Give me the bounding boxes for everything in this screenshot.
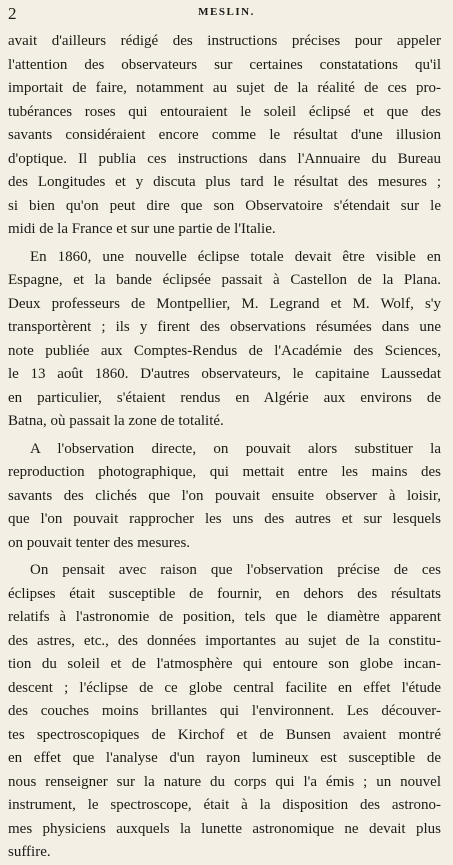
text-line: tubérances roses qui entouraient le soleil éclipsé et que des <box>8 103 441 120</box>
text-line: savants des clichés que l'on pouvait ensuite observer à loisir, <box>8 487 441 504</box>
text-line: en effet que l'analyse d'un rayon lumineux est susceptible de <box>8 750 441 766</box>
body-text <box>8 30 441 865</box>
text-line: En 1860, une nouvelle éclipse totale devait être visible en <box>30 248 441 265</box>
text-line: l'attention des observateurs sur certaines constatations qu'il <box>8 56 441 73</box>
text-line: que l'on pouvait rapprocher les uns des autres et sur lesquels <box>8 511 441 527</box>
text-line: tion du soleil et de l'atmosphère qui entoure son globe incan- <box>8 656 441 672</box>
text-line: instrument, le spectroscope, était à la disposition des astrono- <box>8 797 441 813</box>
text-line: d'optique. Il publia ces instructions dans l'Annuaire du Bureau <box>8 150 441 167</box>
text-line: reproduction photographique, qui mettait entre les mains des <box>8 464 441 480</box>
paragraph <box>8 246 441 434</box>
text-line: transportèrent ; ils y firent des observations résumées dans une <box>8 319 441 335</box>
page-number: 2 <box>8 4 17 23</box>
text-line: en particulier, s'étaient rendus en Algérie aux environs de <box>8 389 441 406</box>
text-line: le 13 août 1860. D'autres observateurs, le capitaine Laussedat <box>8 366 441 382</box>
running-head: MESLIN. <box>198 6 255 18</box>
text-line: savants considéraient encore comme le résultat d'une illusion <box>8 127 441 143</box>
text-line: si bien qu'on peut dire que son Observatoire s'étendait sur le <box>8 197 441 214</box>
text-line: importait de faire, notamment au sujet de la réalité de ces pro- <box>8 80 441 96</box>
text-line: mes physiciens auxquels la lunette astronomique ne devait plus <box>8 820 441 837</box>
text-line: on pouvait tenter des mesures. <box>8 534 191 551</box>
text-line: avait d'ailleurs rédigé des instructions précises pour appeler <box>8 33 441 49</box>
text-line: note publiée aux Comptes-Rendus de l'Académie des Sciences, <box>8 342 441 359</box>
text-line: des astres, etc., des données importantes au sujet de la constitu- <box>8 632 441 649</box>
text-line: A l'observation directe, on pouvait alors substituer la <box>30 440 441 457</box>
paragraph <box>8 559 441 865</box>
text-line: relatifs à l'astronomie de position, tels que le diamètre apparent <box>8 609 441 625</box>
text-line: Batna, où passait la zone de totalité. <box>8 413 224 429</box>
text-line: midi de la France et sur une partie de l'Italie. <box>8 221 276 237</box>
text-line: Deux professeurs de Montpellier, M. Legrand et M. Wolf, s'y <box>8 295 441 312</box>
text-line: Espagne, et la bande éclipsée passait à Castellon de la Plana. <box>8 272 441 288</box>
text-line: tes spectroscopiques de Kirchof et de Bunsen avaient montré <box>8 726 441 743</box>
paragraph <box>8 30 441 242</box>
text-line: nous renseigner sur la nature du corps qui l'a émis ; un nouvel <box>8 773 441 790</box>
text-line: On pensait avec raison que l'observation précise de ces <box>30 562 441 578</box>
page-header <box>8 4 445 22</box>
text-line: des couches moins brillantes qui l'environnent. Les découver- <box>8 703 441 719</box>
text-line: descent ; l'éclipse de ce globe central facilite en effet l'étude <box>8 679 441 696</box>
text-line: éclipses était susceptible de fournir, en dehors des résultats <box>8 585 441 602</box>
text-line: des Longitudes et y discuta plus tard le résultat des mesures ; <box>8 174 441 190</box>
text-line: suffire. <box>8 844 51 860</box>
paragraph <box>8 438 441 556</box>
